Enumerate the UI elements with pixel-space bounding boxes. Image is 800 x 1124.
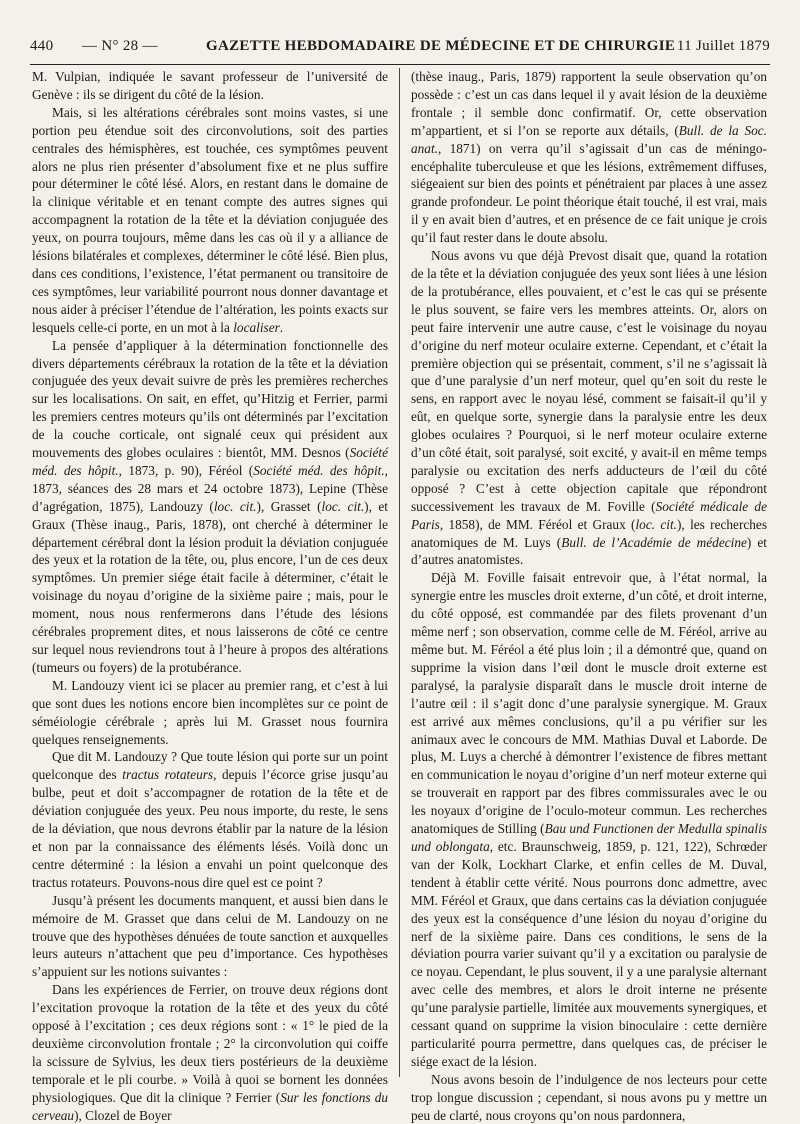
paragraph: La pensée d’appliquer à la détermination fonctionnelle des divers départements cérébraux la rotation de la tête et la déviation conjuguée des yeux devait suivre de près les premières recherches sur les localisations. On sait, en effet, qu’Hitzig et Ferrier, parmi les premiers centres moteurs qu’ils ont déterminés par l’excitation de la couche corticale, ont signalé ceux qui président aux mouvements des globes oculaires : bientôt, MM. Desnos (Société méd. des hôpit., 1873, p. 90), Féréol (Société méd. des hôpit., 1873, séances des 28 mars et 24 octobre 1873), Lepine (Thèse d’agrégation, 1875), Landouzy (loc. cit.), Grasset (loc. cit.), et Graux (Thèse inaug., Paris, 1878), ont cherché à déterminer le département cérébral dont la lésion produit la déviation conjuguée des yeux et la rotation de la tête, ou, plus encore, l’un de ces deux symptômes. Un premier siége était facile à déterminer, c’était le voisinage du noyau d’origine de la sixième paire ; mais, pour le moment, nous nous renfermerons dans l’étude des lésions cérébrales proprement dites, et nous laisserons de côté ce centre sur lequel nous reviendrons tout à l’heure à propos des altérations (tumeurs ou foyers) de la protubérance. bbox=[32, 337, 388, 675]
paragraph: M. Landouzy vient ici se placer au premier rang, et c’est à lui que sont dues les notions encore bien incomplètes sur ce point de séméiologie cérébrale ; après lui M. Grasset nous fournira quelques renseignements. bbox=[32, 677, 388, 747]
header-rule bbox=[30, 64, 770, 65]
paragraph: Dans les expériences de Ferrier, on trouve deux régions dont l’excitation provoque la rotation de la tête et des yeux du côté opposé à l’excitation ; ces deux régions sont : « 1° le pied de la deuxième circonvolution frontale ; 2° la circonvolution qui coiffe la scissure de Sylvius, les deux tiers postérieurs de la deuxième temporale et le pli courbe. » Voilà à quoi se bornent les données physiologiques. Que dit la clinique ? Ferrier (Sur les fonctions du cerveau), Clozel de Boyer bbox=[32, 982, 388, 1123]
issue-number: — N° 28 — bbox=[82, 38, 158, 54]
paragraph: Déjà M. Foville faisait entrevoir que, à l’état normal, la synergie entre les muscles droit externe, d’un côté, et droit interne, du côté opposé, est commandée par des filets provenant d’un même nerf ; son observation, comme celle de M. Féréol, arrive au même but. M. Féréol a été plus loin ; il a démontré que, quand on supprime la vision dans l’œil dont le muscle droit externe est paralysé, la paralysie disparaît dans le muscle droit interne de l’autre œil : il s’agit donc d’une paralysie synergique. M. Graux est arrivé aux mêmes conclusions, qu’il a pu vérifier sur les animaux avec le concours de MM. Mathias Duval et Laborde. De plus, M. Luys a cherché à démontrer l’existence de fibres mettant en communication le noyau d’origine d’un nerf moteur externe qui se trouverait en rapport par des fibres commissurales avec le ou les noyaux d’origine de l’oculo-moteur commun. Les recherches anatomiques de Stilling (Bau und Functionen der Medulla spinalis und oblongata, etc. Braunschweig, 1859, p. 121, 122), Schrœder van der Kolk, Lockhart Clarke, et enfin celles de M. Duval, tendent à établir cette vérité. Nous pourrons donc admettre, avec MM. Féréol et Graux, que dans certains cas la déviation conjuguée des yeux est la conséquence d’une lésion du noyau d’origine du nerf de la sixième paire. Dans ces conditions, le sens de la déviation pourra varier suivant qu’il y a excitation ou paralysie de ce noyau. Cependant, le plus souvent, il y a une paralysie alternant avec celle des membres, et alors le droit interne ne présente qu’une paralysie partielle, limitée aux mouvements synergiques, et cessant quand on supprime la vision binoculaire : cette dernière particularité pourra permettre, dans quelques cas, de préciser le siége exact de la lésion. bbox=[411, 570, 767, 1069]
paragraph: M. Vulpian, indiquée le savant professeur de l’université de Genève : ils se dirigent du côté de la lésion. bbox=[32, 69, 388, 102]
paragraph: Jusqu’à présent les documents manquent, et aussi bien dans le mémoire de M. Grasset que dans celui de M. Landouzy on ne trouve que des hypothèses dénuées de toute sanction et auxquelles leurs auteurs n’attachent que peu d’importance. Ces hypothèses s’appuient sur les notions suivantes : bbox=[32, 892, 388, 980]
left-column bbox=[32, 68, 388, 1124]
paragraph: Nous avons besoin de l’indulgence de nos lecteurs pour cette trop longue discussion ; cependant, si nous avons pu y mettre un peu de clarté, nous croyons qu’on nous pardonnera, bbox=[411, 1071, 767, 1123]
running-header bbox=[30, 38, 770, 60]
paragraph: Mais, si les altérations cérébrales sont moins vastes, si une portion peu étendue soit des circonvolutions, soit des parties centrales des hémisphères, est touchée, ces symptômes peuvent alors ne plus rien présenter d’absolument fixe et ne plus suffire pour déterminer le côté lésé. Alors, en restant dans le domaine de la clinique véritable et en tenant compte des autres signes qui accompagnent la rotation de la tête et la déviation conjuguée des yeux, on pourra toujours, même dans les cas où il y a alliance de lésions bilatérales et complexes, déterminer le côté lésé. Bien plus, dans ces conditions, l’existence, l’état permanent ou transitoire de ces symptômes, leur variabilité pourront nous donner davantage et nous aider à préciser l’étendue de l’altération, les points exacts sur lesquels celle-ci porte, en un mot à la localiser. bbox=[32, 104, 388, 335]
journal-title: GAZETTE HEBDOMADAIRE DE MÉDECINE ET DE CHIRURGIE bbox=[206, 38, 676, 54]
right-column bbox=[411, 68, 767, 1124]
column-divider bbox=[399, 68, 400, 1077]
paragraph: (thèse inaug., Paris, 1879) rapportent la seule observation qu’on possède : c’est un cas dans lequel il y avait lésion de la deuxième frontale ; il semble donc confirmatif. Or, cette observation m’appartient, et si l’on se reporte aux détails, (Bull. de la Soc. anat., 1871) on verra qu’il s’agissait d’un cas de méningo-encéphalite tuberculeuse et que les lésions, extrêmement diffuses, siégeaient sur bien des points et pénétraient par places à une assez grande profondeur. Le point théorique était touché, il est vrai, mais il y en avait bien d’autres, et en présence de ce fait unique je crois qu’il faut rester dans le doute absolu. bbox=[411, 69, 768, 246]
paragraph: Nous avons vu que déjà Prevost disait que, quand la rotation de la tête et la déviation conjuguée des yeux sont liées à une lésion de la protubérance, elles pouvaient, et c’est le cas qui se présente le plus souvent, se faire vers les membres atteints. Or, alors on peut faire intervenir une autre cause, c’est le voisinage du noyau d’origine du nerf moteur oculaire externe. Cependant, et c’était la première objection qui se présentait, comment, s’il ne s’agissait là que d’une paralysie d’un nerf moteur, quel qu’en soit du reste le sens, en rapport avec le noyau lésé, comment se faisait-il qu’il y eût, en quelque sorte, synergie dans la paralysie entre les deux globes oculaires ? Pourquoi, si le nerf moteur oculaire externe d’un côté était, soit paralysé, soit excité, y avait-il en même temps paralysie ou excitation des nerfs adducteurs de l’œil du côté opposé ? C’est à cette objection capitale que répondront successivement les travaux de M. Foville (Société médicale de Paris, 1858), de MM. Féréol et Graux (loc. cit.), les recherches anatomiques de M. Luys (Bull. de l’Académie de médecine) et d’autres anatomistes. bbox=[411, 248, 767, 568]
paragraph: Que dit M. Landouzy ? Que toute lésion qui porte sur un point quelconque des tractus rotateurs, depuis l’écorce grise jusqu’au bulbe, peut et doit s’accompagner de rotation de la tête et de déviation conjuguée des yeux. Peu nous importe, du reste, le sens de la déviation, que nous devrons établir par la nature de la lésion et non par la connaissance des éléments lésés. Voilà donc un centre déterminé : la lésion a envahi un point quelconque des tractus rotateurs. Pouvons-nous dire quel est ce point ? bbox=[32, 749, 388, 890]
issue-date: 11 Juillet 1879 bbox=[676, 38, 770, 54]
page-number: 440 bbox=[30, 38, 54, 54]
